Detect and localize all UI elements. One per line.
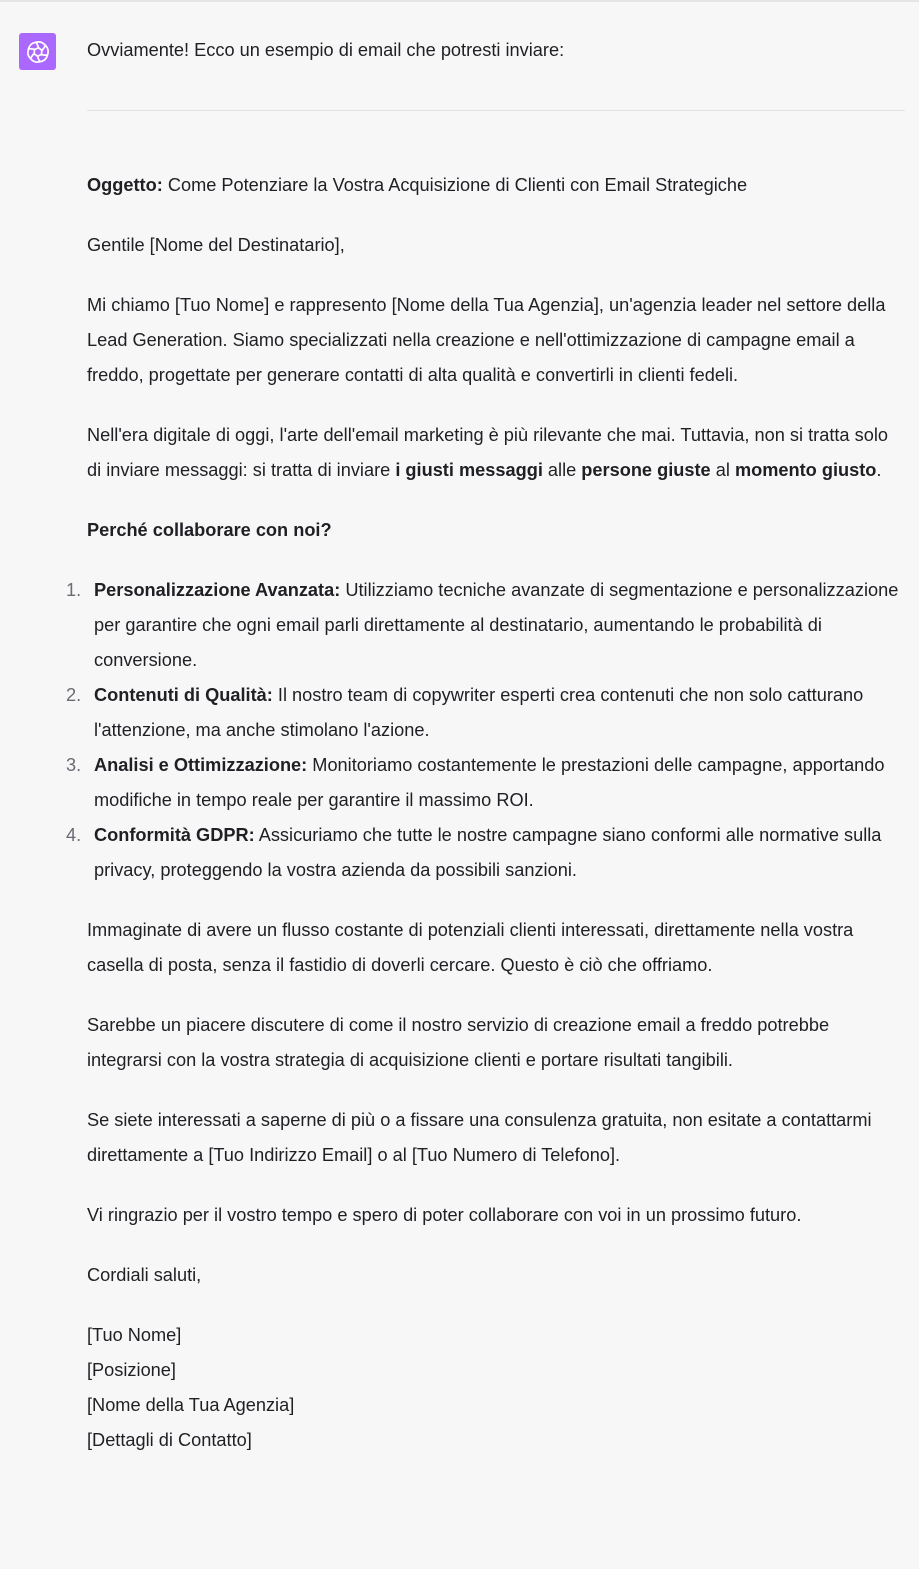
list-item-title: Contenuti di Qualità: (94, 685, 273, 705)
list-number: 1. (66, 580, 82, 600)
email-greeting: Gentile [Nome del Destinatario], (87, 235, 345, 255)
text-span: al (710, 460, 735, 480)
list-number: 3. (66, 755, 82, 775)
list-item-text: Monitoriamo costantemente le prestazioni delle campagne, apportando modifiche in tempo reale per garantire il massimo ROI. (94, 755, 885, 810)
signature-line: [Dettagli di Contatto] (87, 1430, 252, 1450)
signature-line: [Posizione] (87, 1360, 176, 1380)
bold-text: persone giuste (581, 460, 711, 480)
email-paragraph-imagine: Immaginate di avere un flusso costante di potenziali clienti interessati, direttamente nella vostra casella di posta, senza il fastidio di doverli cercare. Questo è ciò che offriamo. (87, 920, 854, 975)
list-item (66, 678, 905, 748)
email-paragraph-digital (87, 418, 905, 488)
benefits-list (66, 573, 905, 888)
email-subject (87, 168, 905, 203)
list-number: 4. (66, 825, 82, 845)
signature-line: [Tuo Nome] (87, 1325, 182, 1345)
assistant-message (66, 33, 905, 1458)
bold-text: i giusti messaggi (395, 460, 543, 480)
email-paragraph-intro: Mi chiamo [Tuo Nome] e rappresento [Nome della Tua Agenzia], un'agenzia leader nel settore della Lead Generation. Siamo specializzati nella creazione e nell'ottimizzazione di campagne email a freddo, progettate per generare contatti di alta qualità e convertirli in clienti fedeli. (87, 295, 886, 385)
list-item (66, 748, 905, 818)
email-paragraph-contact: Se siete interessati a saperne di più o a fissare una consulenza gratuita, non esitate a contattarmi direttamente a [Tuo Indirizzo Email] o al [Tuo Numero di Telefono]. (87, 1110, 872, 1165)
text-span: Nell'era digitale di oggi, l'arte dell'email marketing è più rilevante che mai. Tuttavia, non si tratta solo di inviare messaggi: si tratta di inviare (87, 425, 888, 480)
signature-line: [Nome della Tua Agenzia] (87, 1395, 295, 1415)
list-number: 2. (66, 685, 82, 705)
message-intro: Ovviamente! Ecco un esempio di email che potresti inviare: (87, 40, 565, 60)
subject-text: Come Potenziare la Vostra Acquisizione di Clienti con Email Strategiche (162, 175, 748, 195)
bold-text: momento giusto (734, 460, 877, 480)
subject-label: Oggetto: (87, 175, 163, 195)
list-item-text: Assicuriamo che tutte le nostre campagne siano conformi alle normative sulla privacy, proteggendo la vostra azienda da possibili sanzioni. (94, 825, 882, 880)
list-item-text: Utilizziamo tecniche avanzate di segmentazione e personalizzazione per garantire che ogni email parli direttamente al destinatario, aumentando le probabilità di conversione. (94, 580, 899, 670)
list-item-title: Analisi e Ottimizzazione: (94, 755, 308, 775)
assistant-avatar (19, 33, 56, 70)
list-item (66, 818, 905, 888)
list-item (66, 573, 905, 678)
text-span: alle (542, 460, 582, 480)
email-paragraph-discuss: Sarebbe un piacere discutere di come il nostro servizio di creazione email a freddo potrebbe integrarsi con la vostra strategia di acquisizione clienti e portare risultati tangibili. (87, 1015, 830, 1070)
top-border (0, 0, 919, 2)
openai-logo-icon (26, 40, 50, 64)
list-item-title: Personalizzazione Avanzata: (94, 580, 341, 600)
email-paragraph-thanks: Vi ringrazio per il vostro tempo e spero di poter collaborare con voi in un prossimo futuro. (87, 1205, 802, 1225)
section-heading: Perché collaborare con noi? (87, 520, 332, 540)
list-item-title: Conformità GDPR: (94, 825, 255, 845)
message-divider (87, 110, 905, 111)
email-signature (87, 1318, 905, 1458)
email-closing: Cordiali saluti, (87, 1265, 202, 1285)
list-item-text: Il nostro team di copywriter esperti crea contenuti che non solo catturano l'attenzione, ma anche stimolano l'azione. (94, 685, 864, 740)
text-span: . (876, 460, 882, 480)
